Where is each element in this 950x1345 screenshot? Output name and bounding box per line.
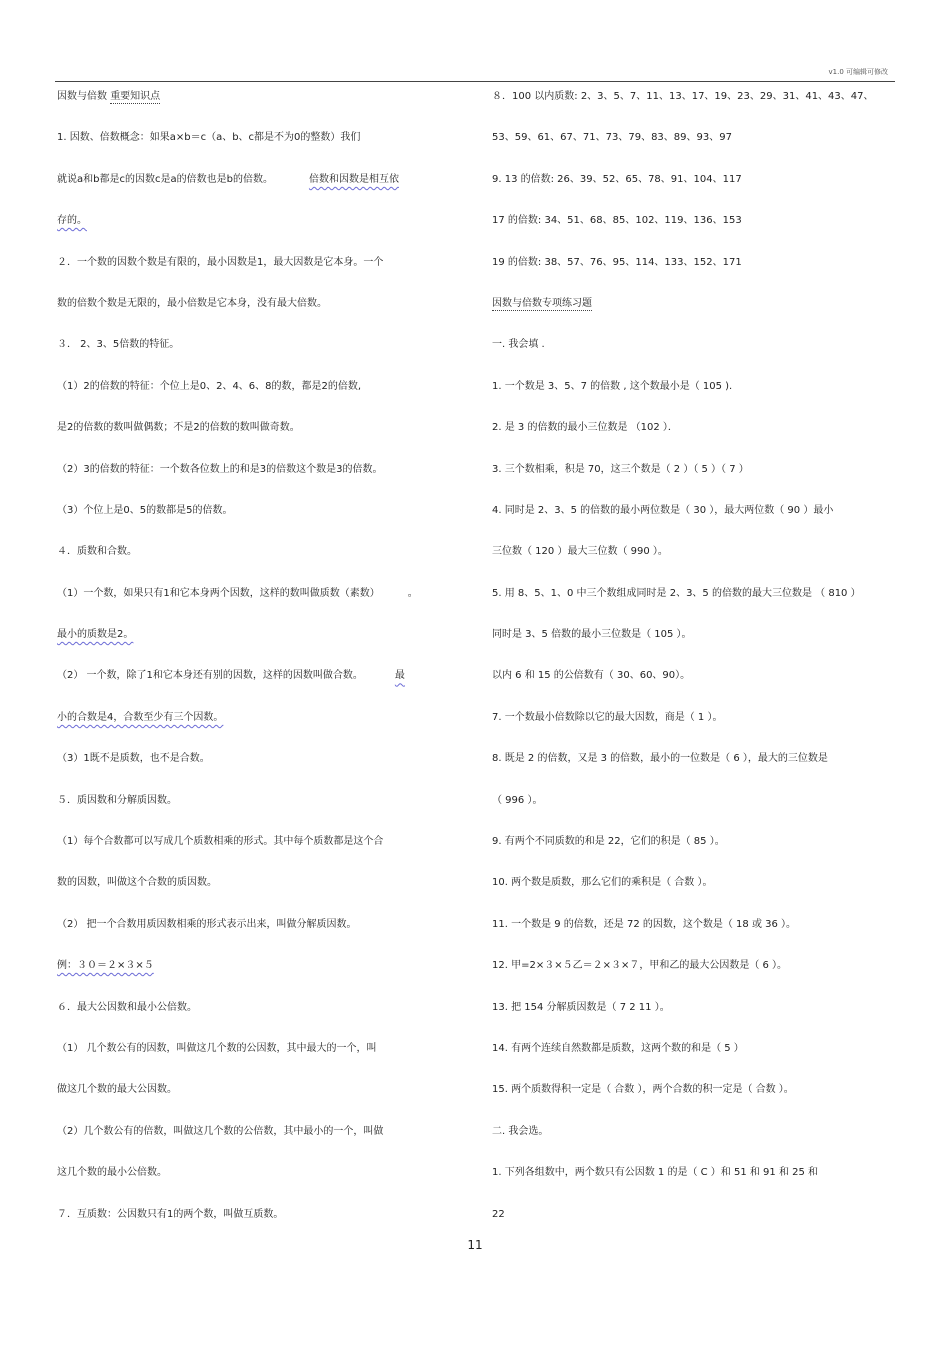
text-line: ２．一个数的因数个数是有限的，最小因数是1，最大因数是它本身。一个 — [57, 256, 384, 268]
text-line: （2）3的倍数的特征：一个数各位数上的和是3的倍数这个数是3的倍数。 — [57, 463, 383, 475]
text-line — [57, 625, 467, 666]
text-line: 3. 三个数相乘，积是 70，这三个数是（ 2 ）（ 5 ）（ 7 ） — [492, 463, 749, 475]
text-line: 8. 既是 2 的倍数，又是 3 的倍数，最小的一位数是（ 6 ），最大的三位数是 — [492, 753, 828, 765]
text-line: 5. 用 8、5、1、0 中三个数组成同时是 2、3、5 的倍数的最大三位数是 （ 810 ） — [492, 587, 861, 599]
text-line: 数的倍数个数是无限的，最小倍数是它本身，没有最大倍数。 — [57, 297, 327, 309]
text-line: 2. 是 3 的倍数的最小三位数是 （102 ）． — [492, 422, 678, 434]
highlight-text: 小的合数是4，合数至少有三个因数。 — [57, 711, 224, 723]
text-line: 1. 因数、倍数概念：如果a×b＝c（a、b、c都是不为0的整数）我们 — [57, 132, 361, 144]
text-line: 7. 一个数最小倍数除以它的最大因数，商是（ 1 ）。 — [492, 711, 723, 723]
text-line: （ 996 ）。 — [492, 794, 543, 806]
text-line: （3）1既不是质数，也不是合数。 — [57, 753, 210, 765]
text-line: 9. 13 的倍数: 26、39、52、65、78、91、104、117 — [492, 173, 742, 185]
text-line: 1. 一个数是 3、5、7 的倍数 , 这个数最小是（ 105 ). — [492, 380, 733, 392]
text-line: ７．互质数：公因数只有1的两个数，叫做互质数。 — [57, 1208, 284, 1220]
left-column — [57, 87, 467, 1246]
text-line: ４．质数和合数。 — [57, 546, 137, 558]
text-line: 同时是 3、5 倍数的最小三位数是（ 105 ）。 — [492, 629, 692, 641]
title-emphasis: 重要知识点 — [110, 91, 161, 102]
highlight-text: 倍数和因数是相互依 — [308, 173, 399, 185]
text-line: 12. 甲=2×３×５乙＝２×３×７，甲和乙的最大公因数是（ 6 ）。 — [492, 960, 788, 972]
text-line: 二. 我会选。 — [492, 1125, 549, 1137]
text-line: ５．质因数和分解质因数。 — [57, 794, 177, 806]
text-line: ８．100 以内质数: 2、3、5、7、11、13、17、19、23、29、31、41、43、47、 — [492, 91, 874, 102]
text-line: （1）每个合数都可以写成几个质数相乘的形式。其中每个质数都是这个合 — [57, 836, 384, 848]
text-line: 这几个数的最小公倍数。 — [57, 1167, 167, 1179]
text-line: 4. 同时是 2、3、5 的倍数的最小两位数是（ 30 ），最大两位数（ 90 ）最小 — [492, 504, 834, 516]
text-line: 做这几个数的最大公因数。 — [57, 1084, 177, 1096]
text-line: （2）几个数公有的倍数，叫做这几个数的公倍数，其中最小的一个，叫做 — [57, 1125, 384, 1137]
highlight-text: 最 — [394, 670, 405, 682]
text-line — [57, 956, 467, 997]
text-line: （1）2的倍数的特征：个位上是0、2、4、6、8的数，都是2的倍数, — [57, 380, 362, 392]
text-line: （1） 几个数公有的因数，叫做这几个数的公因数，其中最大的一个，叫 — [57, 1042, 377, 1054]
right-column — [492, 87, 902, 1246]
text-line: （3）个位上是0、5的数都是5的倍数。 — [57, 504, 233, 516]
text-line: 17 的倍数: 34、51、68、85、102、119、136、153 — [492, 215, 742, 227]
version-label: v1.0 可编辑可修改 — [828, 68, 888, 76]
text-line — [57, 211, 467, 252]
text-line: 1. 下列各组数中，两个数只有公因数 1 的是（ C ）和 51 和 91 和 25 和 — [492, 1167, 819, 1179]
text-line: （2） 把一个合数用质因数相乘的形式表示出来，叫做分解质因数。 — [57, 918, 357, 930]
text-line: （2） 一个数，除了1和它本身还有别的因数，这样的因数叫做合数。 最 — [57, 670, 405, 682]
text-line: 53、59、61、67、71、73、79、83、89、93、97 — [492, 132, 732, 144]
text-line: 14. 有两个连续自然数都是质数，这两个数的和是（ 5 ） — [492, 1042, 744, 1054]
text-line: 19 的倍数: 38、57、76、95、114、133、152、171 — [492, 256, 742, 268]
text-line: 三位数（ 120 ）最大三位数（ 990 ）。 — [492, 546, 668, 558]
text-line: 就说a和b都是c的因数c是a的倍数也是b的倍数。 倍数和因数是相互依 — [57, 173, 399, 185]
header-rule — [55, 81, 895, 82]
highlight-text: 存的。 — [57, 215, 87, 227]
section-title: 因数与倍数 重要知识点 — [57, 91, 161, 102]
highlight-text: 例：３０＝２×３×５ — [57, 960, 154, 972]
exercise-title: 因数与倍数专项练习题 — [492, 297, 592, 309]
page-number: 11 — [467, 1238, 483, 1252]
text-line: ３． 2、3、5倍数的特征。 — [57, 339, 180, 351]
text-line: 是2的倍数的数叫做偶数；不是2的倍数的数叫做奇数。 — [57, 422, 300, 434]
text-line: （1）一个数，如果只有1和它本身两个因数，这样的数叫做质数（素数） 。 — [57, 587, 418, 599]
text-line: 22 — [492, 1208, 505, 1220]
text-line — [57, 708, 467, 749]
text-line: ６．最大公因数和最小公倍数。 — [57, 1001, 197, 1013]
text-line: 13. 把 154 分解质因数是（ 7 2 11 ）。 — [492, 1001, 670, 1013]
text-line: 9. 有两个不同质数的和是 22，它们的积是（ 85 ）。 — [492, 836, 725, 848]
text-line: 一. 我会填 . — [492, 339, 545, 351]
text-line: 15. 两个质数得积一定是（ 合数 ），两个合数的积一定是（ 合数 ）。 — [492, 1084, 794, 1096]
text-line: 11. 一个数是 9 的倍数，还是 72 的因数，这个数是（ 18 或 36 ）。 — [492, 918, 797, 930]
text-line: 数的因数，叫做这个合数的质因数。 — [57, 877, 217, 889]
highlight-text: 最小的质数是2。 — [57, 629, 134, 641]
text-line: 10. 两个数是质数，那么它们的乘积是（ 合数 ）。 — [492, 877, 713, 889]
text-line: 以内 6 和 15 的公倍数有（ 30、60、90）。 — [492, 670, 691, 682]
